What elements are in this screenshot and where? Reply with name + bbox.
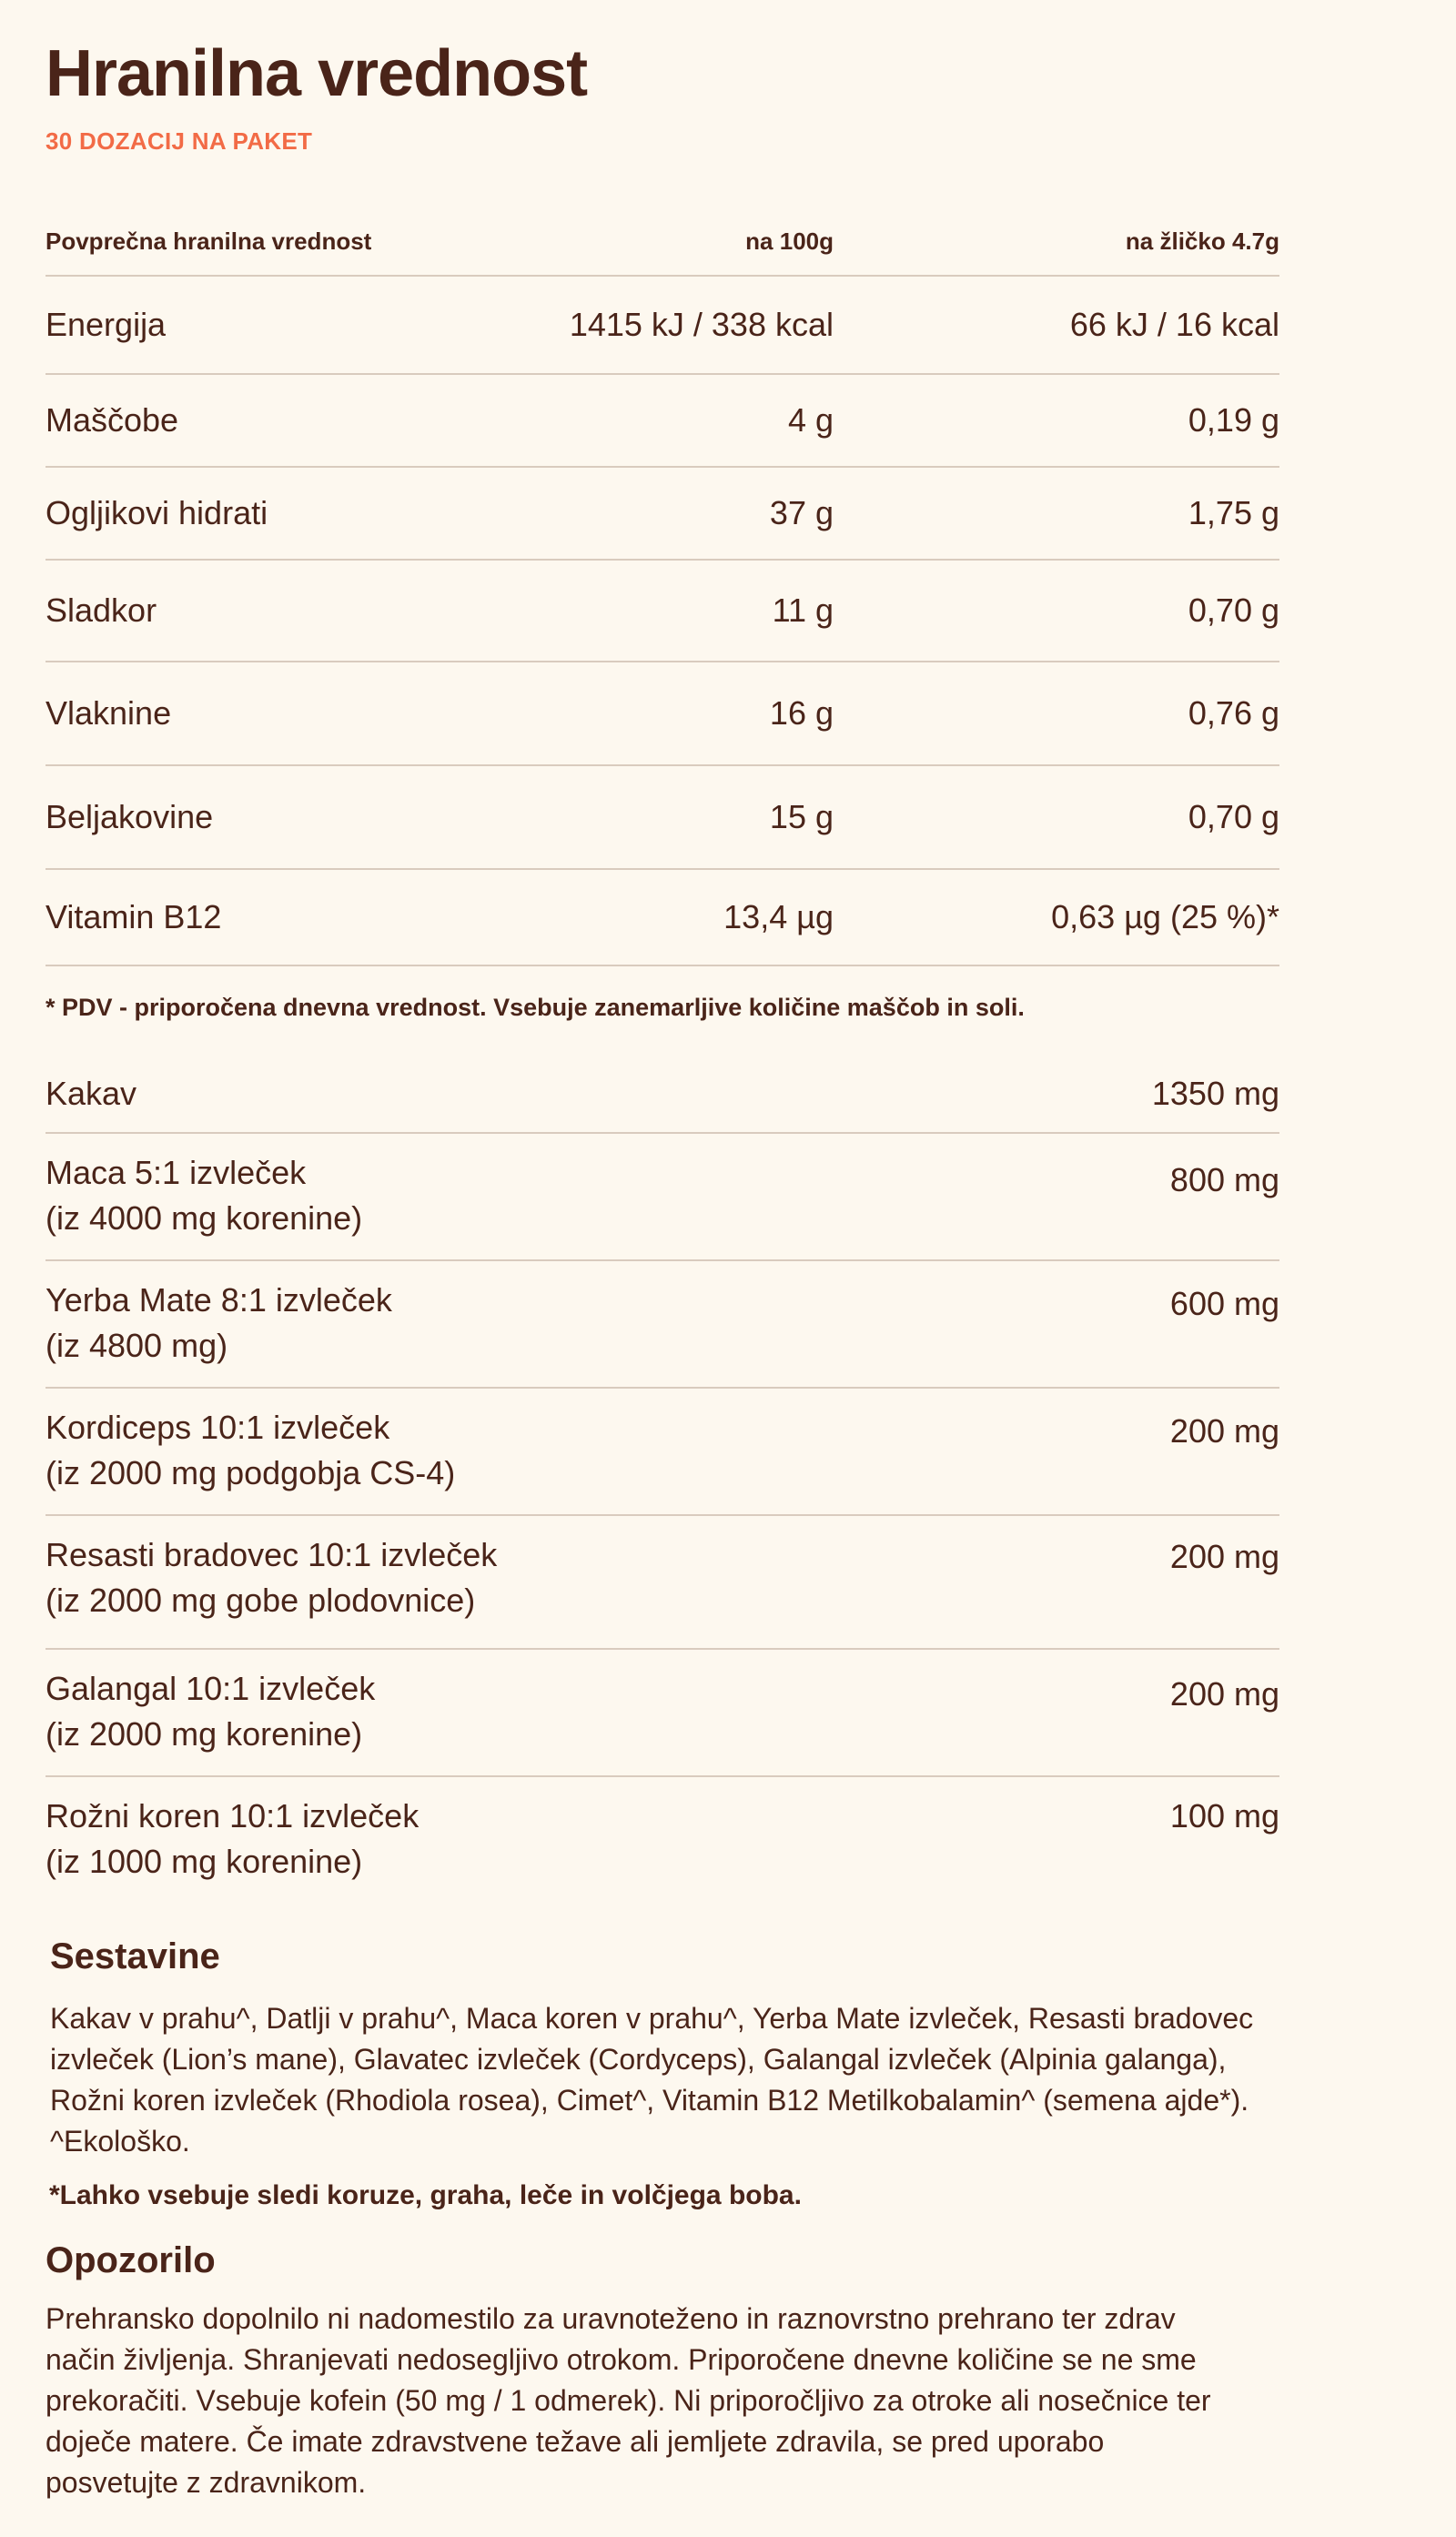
- nutrient-per-100g: 1415 kJ / 338 kcal: [569, 306, 834, 343]
- nutrient-per-100g: 4 g: [787, 401, 834, 439]
- ingredient-amount: 800 mg: [1169, 1161, 1279, 1198]
- nutrient-name: Maščobe: [46, 401, 179, 439]
- warning-line: način življenja. Shranjevati nedosegljivo otrokom. Priporočene dnevne količine se ne sme: [46, 2343, 1197, 2376]
- table-row: [46, 870, 1279, 966]
- nutrient-per-serving: 0,70 g: [1188, 798, 1279, 835]
- nutrient-per-100g: 37 g: [769, 494, 834, 531]
- ingredient-amount: 100 mg: [1169, 1797, 1279, 1835]
- ingredients-line: izvleček (Lion’s mane), Glavatec izvleček (Cordyceps), Galangal izvleček (Alpinia galanga),: [50, 2043, 1227, 2076]
- servings-subtitle: 30 DOZACIJ NA PAKET: [46, 127, 313, 155]
- ingredient-amount: 1350 mg: [1151, 1075, 1279, 1112]
- nutrient-per-100g: 11 g: [772, 591, 834, 629]
- nutrient-name: Ogljikovi hidrati: [46, 494, 268, 531]
- ingredient-line2: (iz 4800 mg): [46, 1327, 228, 1364]
- nutrient-per-serving: 0,63 µg (25 %)*: [1051, 898, 1279, 935]
- ingredient-line2: (iz 4000 mg korenine): [46, 1199, 363, 1237]
- nutrient-per-serving: 66 kJ / 16 kcal: [1069, 306, 1279, 343]
- allergen-notice: *Lahko vsebuje sledi koruze, graha, leče in volčjega boba.: [49, 2180, 802, 2210]
- table-row: [46, 277, 1279, 375]
- nutrient-name: Vlaknine: [46, 694, 172, 732]
- ingredient-name: Kakav: [46, 1075, 137, 1112]
- column-header-nutrient: Povprečna hranilna vrednost: [46, 227, 372, 255]
- ingredient-line1: Rožni koren 10:1 izvleček: [46, 1797, 420, 1835]
- warning-line: posvetujte z zdravnikom.: [46, 2466, 367, 2499]
- table-row: [46, 662, 1279, 766]
- nutrient-per-100g: 15 g: [769, 798, 834, 835]
- warning-line: doječe matere. Če imate zdravstvene težave ali jemljete zdravila, se pred uporabo: [46, 2425, 1105, 2458]
- ingredient-name: [46, 1794, 1170, 1885]
- ingredient-line1: Maca 5:1 izvleček: [46, 1154, 307, 1191]
- nutrient-per-serving: 0,19 g: [1188, 401, 1279, 439]
- ingredient-line2: (iz 1000 mg korenine): [46, 1843, 363, 1880]
- warning-line: Prehransko dopolnilo ni nadomestilo za uravnoteženo in raznovrstno prehrano ter zdrav: [46, 2302, 1176, 2335]
- ingredients-heading: Sestavine: [50, 1936, 220, 1976]
- warning-text: [46, 2299, 1211, 2503]
- table-row: [46, 1389, 1279, 1516]
- nutrient-name: Energija: [46, 306, 167, 343]
- ingredient-line2: (iz 2000 mg gobe plodovnice): [46, 1582, 476, 1619]
- nutrient-name: Beljakovine: [46, 798, 214, 835]
- column-header-per-100g: na 100g: [745, 227, 834, 255]
- table-row: [46, 1777, 1279, 1895]
- ingredient-amount: 200 mg: [1169, 1538, 1279, 1575]
- ingredient-line1: Galangal 10:1 izvleček: [46, 1670, 376, 1707]
- ingredient-name: [46, 1666, 1170, 1757]
- table-row: [46, 1134, 1279, 1261]
- nutrition-table-header: [46, 207, 1279, 277]
- warning-heading: Opozorilo: [46, 2240, 216, 2280]
- nutrient-name: Sladkor: [46, 591, 157, 629]
- ingredient-line1: Resasti bradovec 10:1 izvleček: [46, 1536, 498, 1573]
- ingredients-text: [50, 1998, 1253, 2162]
- ingredient-name: [46, 1532, 1170, 1623]
- table-row: [46, 561, 1279, 662]
- ingredient-line1: Yerba Mate 8:1 izvleček: [46, 1281, 392, 1319]
- column-header-per-serving: na žličko 4.7g: [1125, 227, 1279, 255]
- nutrient-per-100g: 16 g: [769, 694, 834, 732]
- table-row: [46, 766, 1279, 870]
- table-row: [46, 1056, 1279, 1134]
- ingredient-amount: 200 mg: [1169, 1412, 1279, 1450]
- table-row: [46, 1516, 1279, 1650]
- ingredients-line: ^Ekološko.: [50, 2125, 190, 2158]
- ingredient-amount: 200 mg: [1169, 1675, 1279, 1713]
- table-row: [46, 375, 1279, 468]
- table-row: [46, 468, 1279, 561]
- ingredient-name: [46, 1405, 1170, 1496]
- nutrient-per-serving: 0,70 g: [1188, 591, 1279, 629]
- nutrient-per-serving: 0,76 g: [1188, 694, 1279, 732]
- ingredient-line1: Kordiceps 10:1 izvleček: [46, 1409, 390, 1446]
- ingredient-amount: 600 mg: [1169, 1285, 1279, 1322]
- nutrition-footnote: * PDV - priporočena dnevna vrednost. Vsebuje zanemarljive količine maščob in soli.: [46, 994, 1025, 1021]
- ingredient-line2: (iz 2000 mg korenine): [46, 1715, 363, 1753]
- ingredients-line: Rožni koren izvleček (Rhodiola rosea), Cimet^, Vitamin B12 Metilkobalamin^ (semena ajde*).: [50, 2084, 1249, 2117]
- ingredient-name: [46, 1150, 1170, 1241]
- ingredients-line: Kakav v prahu^, Datlji v prahu^, Maca koren v prahu^, Yerba Mate izvleček, Resasti bradovec: [50, 2002, 1254, 2035]
- page-title: Hranilna vrednost: [46, 37, 588, 110]
- ingredient-line2: (iz 2000 mg podgobja CS-4): [46, 1454, 456, 1491]
- table-row: [46, 1650, 1279, 1777]
- active-ingredients-table: [46, 1056, 1279, 1895]
- ingredient-name: [46, 1278, 1170, 1369]
- nutrient-per-100g: 13,4 µg: [723, 898, 834, 935]
- nutrient-name: Vitamin B12: [46, 898, 222, 935]
- nutrition-table: [46, 207, 1279, 966]
- table-row: [46, 1261, 1279, 1389]
- warning-line: prekoračiti. Vsebuje kofein (50 mg / 1 odmerek). Ni priporočljivo za otroke ali nosečnice ter: [46, 2384, 1211, 2417]
- nutrient-per-serving: 1,75 g: [1188, 494, 1279, 531]
